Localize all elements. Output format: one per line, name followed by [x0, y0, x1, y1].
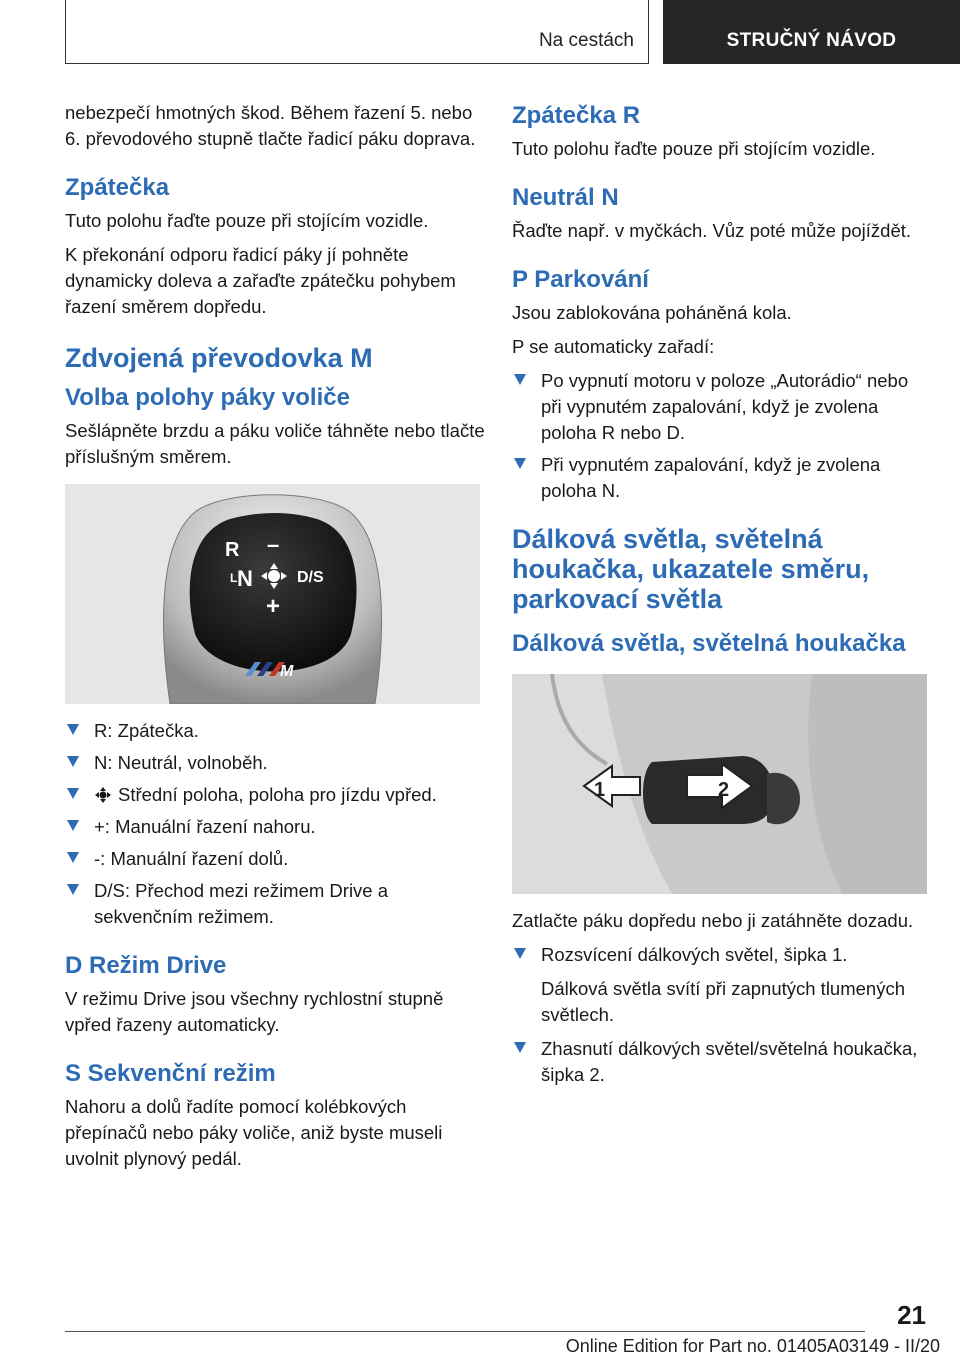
intro-paragraph: nebezpečí hmotných škod. Během řazení 5. nebo 6. převodového stupně tlačte řadicí páku doprava.: [65, 102, 476, 149]
list-item: -: Manuální řazení dolů.: [65, 846, 485, 872]
list-item: +: Manuální řazení nahoru.: [65, 814, 485, 840]
list-item: Po vypnutí motoru v poloze „Autorádio“ nebo při vypnutém zapalování, když je zvolena poloha R nebo D.: [512, 368, 932, 446]
bullet-triangle-icon: [514, 458, 526, 469]
high-beam-list: [512, 942, 932, 968]
header-section-box: [65, 0, 649, 64]
bullet-triangle-icon: [67, 884, 79, 895]
park-heading: P Parkování: [512, 266, 649, 293]
knob-label-plus: +: [266, 593, 281, 620]
m-logo-letter: M: [280, 663, 294, 680]
drive-heading: D Režim Drive: [65, 952, 227, 979]
knob-label-l: L: [230, 571, 238, 585]
bullet-triangle-icon: [514, 374, 526, 385]
high-beam-paragraph: Zatlačte páku dopředu nebo ji zatáhněte dozadu.: [512, 910, 914, 931]
turn-signal-lever-figure: [512, 674, 927, 894]
list-item: Rozsvícení dálkových světel, šipka 1.: [512, 942, 932, 968]
bullet-triangle-icon: [67, 852, 79, 863]
reverse-paragraph-1: Tuto polohu řaďte pouze při stojícím vozidle.: [65, 210, 429, 231]
park-conditions-list: [512, 368, 932, 504]
gear-knob-illustration: [65, 484, 480, 704]
reverse-r-paragraph: Tuto polohu řaďte pouze při stojícím vozidle.: [512, 138, 876, 159]
reverse-paragraph-2: K překonání odporu řadicí páky jí pohněte dynamicky doleva a zařaďte zpátečku pohybem řazení směrem dopředu.: [65, 244, 456, 317]
header-section-title: Na cestách: [538, 30, 634, 51]
list-item: N: Neutrál, volnoběh.: [65, 750, 485, 776]
lights-heading: Dálková světla, světelná houkačka, ukazatele směru, parkovací světla: [512, 524, 870, 614]
neutral-heading: Neutrál N: [512, 184, 619, 211]
arrow-1-label: 1: [594, 779, 606, 801]
bullet-triangle-icon: [67, 724, 79, 735]
page-number: 21: [897, 1300, 926, 1330]
reverse-heading: Zpátečka: [65, 174, 170, 201]
knob-label-n: N: [237, 566, 253, 591]
bullet-triangle-icon: [514, 948, 526, 959]
list-item: Při vypnutém zapalování, když je zvolena poloha N.: [512, 452, 932, 504]
footer-divider: [65, 1331, 865, 1332]
sequential-heading: S Sekvenční režim: [65, 1060, 276, 1087]
dct-heading: Zdvojená převodovka M: [65, 343, 373, 373]
footer-edition: Online Edition for Part no. 01405A03149 - II/20: [565, 1336, 940, 1356]
gear-knob-figure: [65, 484, 480, 704]
high-beam-heading: Dálková světla, světelná houkačka: [512, 630, 906, 657]
bullet-triangle-icon: [67, 756, 79, 767]
park-paragraph-2: P se automaticky zařadí:: [512, 336, 715, 357]
center-position-icon: [94, 786, 112, 804]
list-item: Zhasnutí dálkových světel/světelná houkačka, šipka 2.: [512, 1036, 932, 1088]
list-item: Střední poloha, poloha pro jízdu vpřed.: [65, 782, 485, 808]
arrow-2-label: 2: [718, 779, 730, 801]
list-item: D/S: Přechod mezi režimem Drive a sekvenčním režimem.: [65, 878, 485, 930]
bullet-triangle-icon: [67, 788, 79, 799]
left-column: [65, 100, 485, 1180]
right-column: [512, 100, 932, 1096]
high-beam-list-2: [512, 1036, 932, 1088]
drive-paragraph: V režimu Drive jsou všechny rychlostní stupně vpřed řazeny automaticky.: [65, 988, 444, 1035]
reverse-r-heading: Zpátečka R: [512, 102, 641, 129]
header-chapter-box: [663, 0, 960, 64]
bullet-triangle-icon: [514, 1042, 526, 1053]
knob-label-ds: D/S: [297, 569, 324, 586]
turn-signal-lever-illustration: [512, 674, 927, 894]
selector-paragraph: Sešlápněte brzdu a páku voliče táhněte nebo tlačte příslušným směrem.: [65, 420, 485, 467]
sequential-paragraph: Nahoru a dolů řadíte pomocí kolébkových přepínačů nebo páky voliče, aniž byste museli uvolnit plynový pedál.: [65, 1096, 443, 1169]
header-chapter-title: STRUČNÝ NÁVOD: [726, 30, 897, 51]
neutral-paragraph: Řaďte např. v myčkách. Vůz poté může pojíždět.: [512, 220, 912, 241]
bullet-triangle-icon: [67, 820, 79, 831]
selector-positions-list: [65, 718, 485, 930]
list-item: R: Zpátečka.: [65, 718, 485, 744]
park-paragraph-1: Jsou zablokována poháněná kola.: [512, 302, 792, 323]
selector-heading: Volba polohy páky voliče: [65, 384, 350, 411]
high-beam-subnote: Dálková světla svítí při zapnutých tlumených světlech.: [541, 978, 905, 1025]
knob-label-r: R: [225, 539, 240, 561]
knob-label-minus: –: [267, 532, 280, 557]
